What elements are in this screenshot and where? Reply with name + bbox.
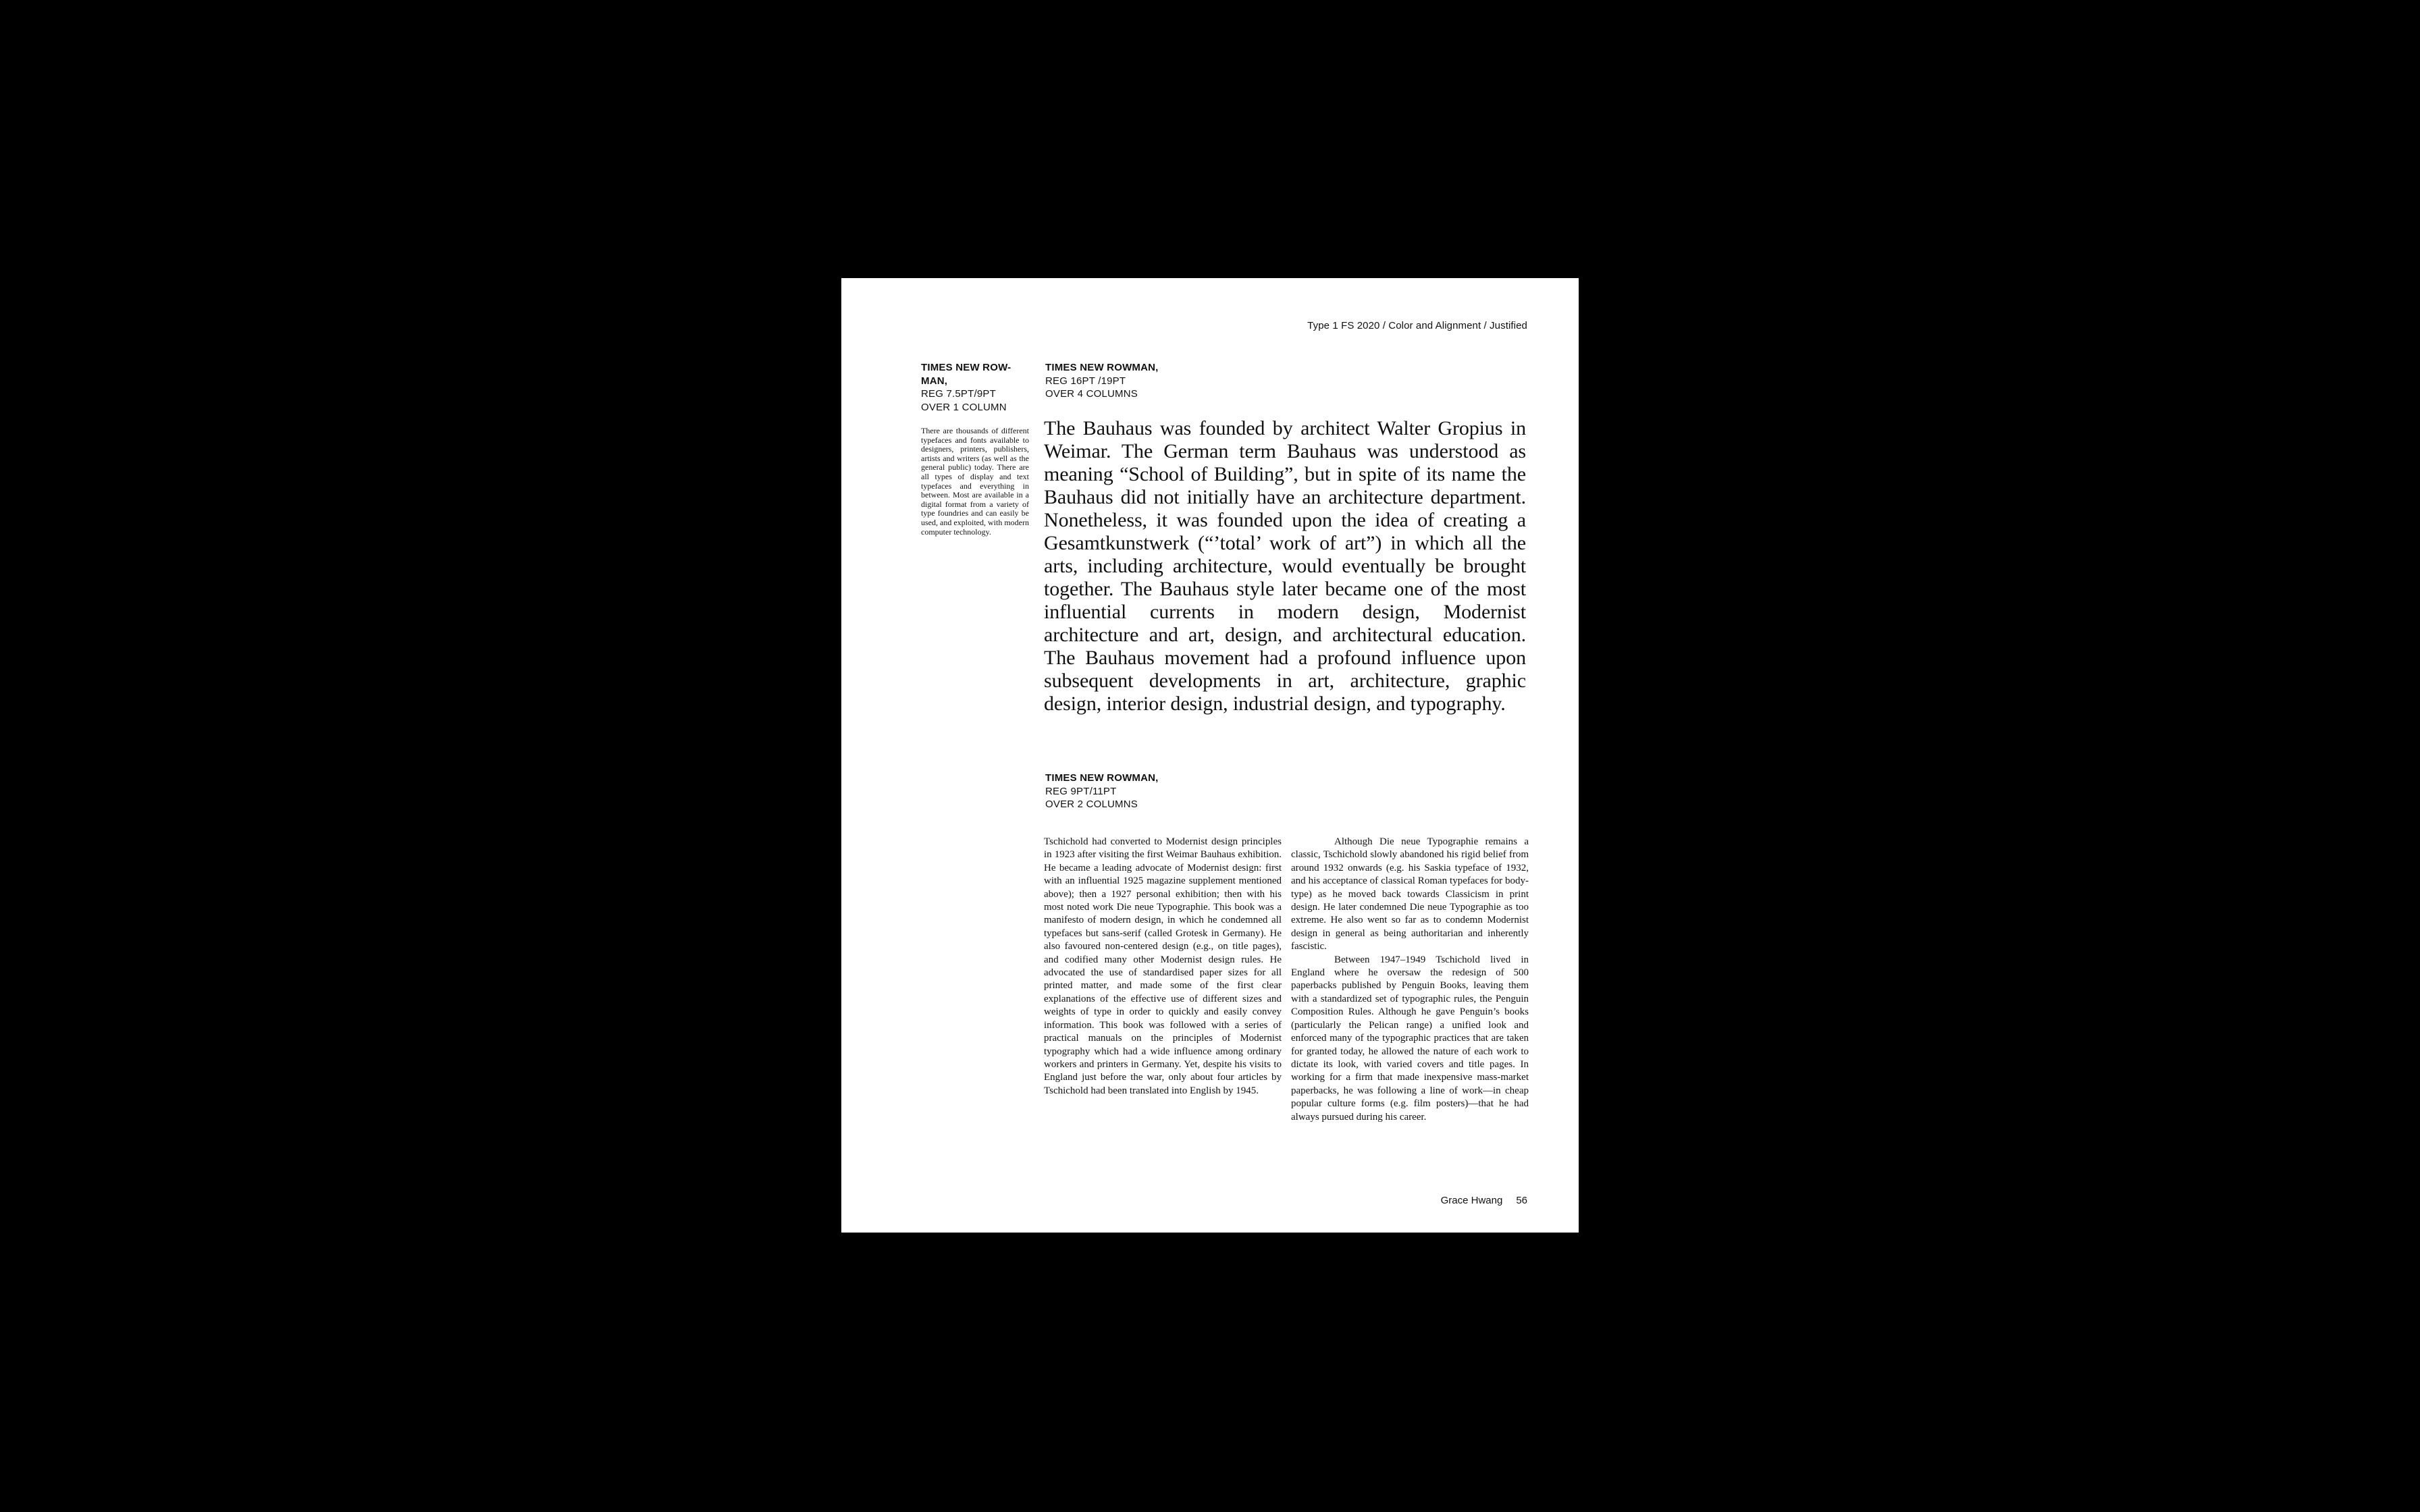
small-spec-size: REG 9PT/11PT	[1045, 785, 1117, 797]
right-column-paragraph-1: Although Die neue Typographie remains a classic, Tschichold slowly abandoned his rigid belief from around 1932 onwards (e.g. his Saskia typeface of 1932, and his acceptance of classical Roman typefaces for body-type) as he moved back towards Classicism in print design. He later condemned Die neue Typographie as too extreme. He also went so far as to condemn Modernist design in general as being authoritarian and inherently fascistic.	[1291, 836, 1529, 952]
running-header: Type 1 FS 2020 / Color and Alignment / Justified	[1307, 320, 1527, 331]
document-page	[841, 278, 1579, 1233]
small-sample-type-spec	[1045, 772, 1315, 811]
sidebar-spec-size: REG 7.5PT/9PT	[921, 388, 996, 400]
sidebar-spec-layout: OVER 1 COLUMN	[921, 401, 1007, 413]
large-spec-size: REG 16PT /19PT	[1045, 375, 1126, 387]
small-sample-right-column	[1291, 836, 1529, 1124]
small-sample-left-column	[1044, 836, 1282, 1098]
left-column-paragraph: Tschichold had converted to Modernist design principles in 1923 after visiting the first Weimar Bauhaus exhibition. He became a leading advocate of Modernist design: first with an influential 1925 magazine supplement mentioned above); then a 1927 personal exhibition; then with his most noted work Die neue Typographie. This book was a manifesto of modern design, in which he condemned all typefaces but sans-serif (called Grotesk in Germany). He also favoured non-centered design (e.g., on title pages), and codified many other Modernist design rules. He advocated the use of standardised paper sizes for all printed matter, and made some of the first clear explanations of the effective use of different sizes and weights of type in order to quickly and easily convey information. This book was followed with a series of practical manuals on the principles of Modernist typography which had a wide influence among ordinary workers and printers in Germany. Yet, despite his visits to England just before the war, only about four articles by Tschichold had been translated into English by 1945.	[1044, 836, 1282, 1096]
small-spec-font: TIMES NEW ROWMAN,	[1045, 772, 1159, 784]
sidebar-type-spec	[921, 361, 1026, 414]
right-column-paragraph-2: Between 1947–1949 Tschichold lived in England where he oversaw the redesign of 500 paperbacks published by Penguin Books, leaving them with a standardized set of typographic rules, the Penguin Composition Rules. Although he gave Penguin’s books (particularly the Pelican range) a unified look and enforced many of the typographic practices that are taken for granted today, he allowed the nature of each work to dictate its look, with varied covers and title pages. In working for a firm that made inexpensive mass-market paperbacks, he was following a line of work—in cheap popular culture forms (e.g. film posters)—that he had always pursued during his career.	[1291, 954, 1529, 1123]
footer-page-number: 56	[1516, 1195, 1527, 1206]
page-footer	[1441, 1195, 1527, 1206]
sidebar-body-text: There are thousands of different typefaces and fonts available to designers, printers, publishers, artists and writers (as well as the general public) today. There are all types of display and text typefaces and everything in between. Most are available in a digital format from a variety of type foundries and can easily be used, and exploited, with modern computer technology.	[921, 426, 1029, 537]
large-sample-type-spec	[1045, 361, 1315, 401]
footer-author: Grace Hwang	[1440, 1195, 1503, 1206]
large-sample-body-text: The Bauhaus was founded by architect Walter Gropius in Weimar. The German term Bauhaus was understood as meaning “School of Building”, but in spite of its name the Bauhaus did not initially have an architecture department. Nonetheless, it was founded upon the idea of creating a Gesamtkunstwerk (“’total’ work of art”) in which all the arts, including architecture, would eventually be brought together. The Bauhaus style later became one of the most influential currents in modern design, Modernist architecture and art, design, and architectural education. The Bauhaus movement had a profound influence upon subsequent developments in art, architecture, graphic design, interior design, industrial design, and typography.	[1044, 417, 1526, 715]
sidebar-spec-font: TIMES NEW ROW-MAN,	[921, 362, 1011, 387]
large-spec-layout: OVER 4 COLUMNS	[1045, 388, 1138, 400]
small-spec-layout: OVER 2 COLUMNS	[1045, 799, 1138, 810]
large-spec-font: TIMES NEW ROWMAN,	[1045, 362, 1159, 373]
